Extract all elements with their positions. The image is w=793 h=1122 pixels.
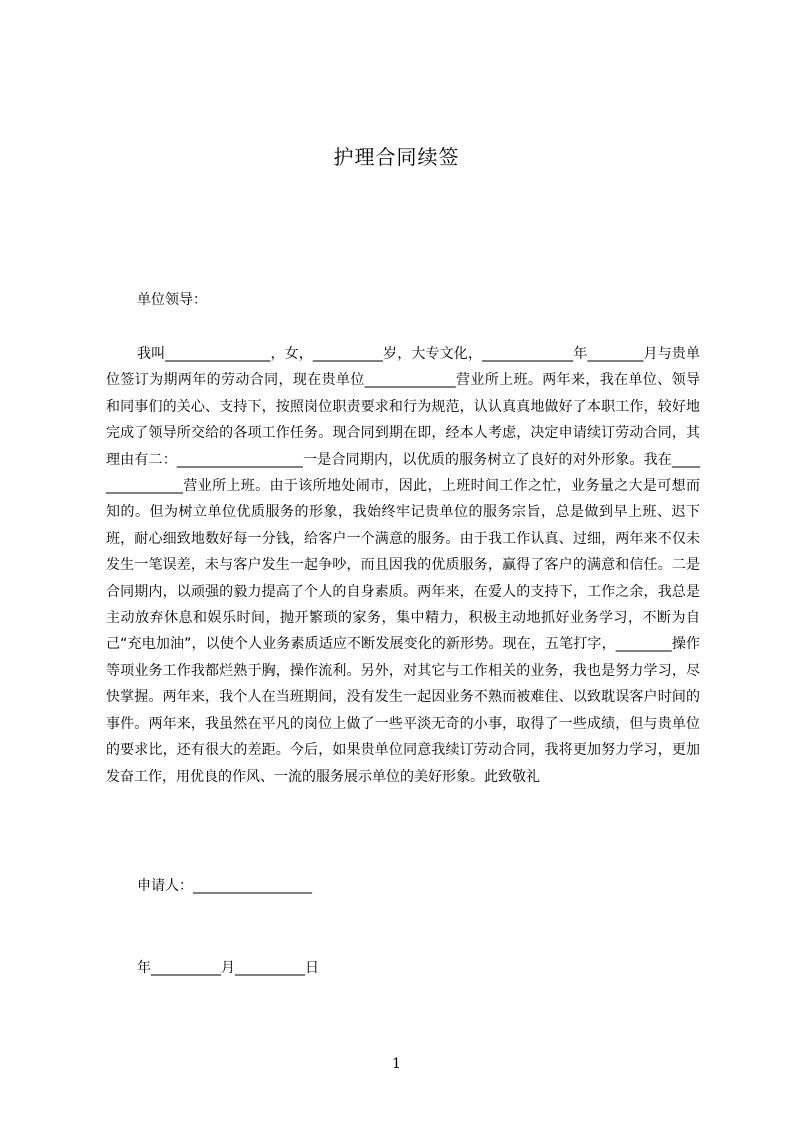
date-line: 年__________月__________日 (137, 960, 319, 976)
salutation: 单位领导： (137, 292, 207, 308)
document-title: 护理合同续签 (333, 145, 460, 169)
page-number: 1 (392, 1056, 401, 1072)
body-paragraph: 我叫_______________，女，__________岁，大专文化，_____________年________月与贵单位签订为期两年的劳动合同，现在贵单位_____________营业所上班。两年来，我在单位、领导和同事们的关心、支持下，按照岗位职责要求和行为规范，认认真真地做好了本职工作，较好地完成了领导所交给的各项工作任务。现合同到期在即，经本人考虑，决定申请续订劳动合同，其理由有二：__________________一是合同期内，以优质的服务树立了良好的对外形象。我在_______________营业所上班。由于该所地处闹市，因此，上班时间工作之忙，业务量之大是可想而知的。但为树立单位优质服务的形象，我始终牢记贵单位的服务宗旨，总是做到早上班、迟下班，耐心细致地数好每一分钱，给客户一个满意的服务。由于我工作认真、过细，两年来不仅未发生一笔误差，未与客户发生一起争吵，而且因我的优质服务，赢得了客户的满意和信任。二是合同期内，以顽强的毅力提高了个人的自身素质。两年来，在爱人的支持下，工作之余，我总是主动放弃休息和娱乐时间，抛开繁琐的家务，集中精力，积极主动地抓好业务学习，不断为自己“充电加油”，以使个人业务素质适应不断发展变化的新形势。现在，五笔打字，________操作等项业务工作我都烂熟于胸，操作流利。另外，对其它与工作相关的业务，我也是努力学习，尽快掌握。两年来，我个人在当班期间，没有发生一起因业务不熟而被难住、以致耽误客户时间的事件。两年来，我虽然在平凡的岗位上做了一些平淡无奇的小事，取得了一些成绩，但与贵单位的要求比，还有很大的差距。今后，如果贵单位同意我续订劳动合同，我将更加努力学习，更加发奋工作，用优良的作风、一流的服务展示单位的美好形象。此致敬礼 (106, 346, 700, 785)
applicant-signature-line: 申请人：_________________ (137, 878, 312, 894)
